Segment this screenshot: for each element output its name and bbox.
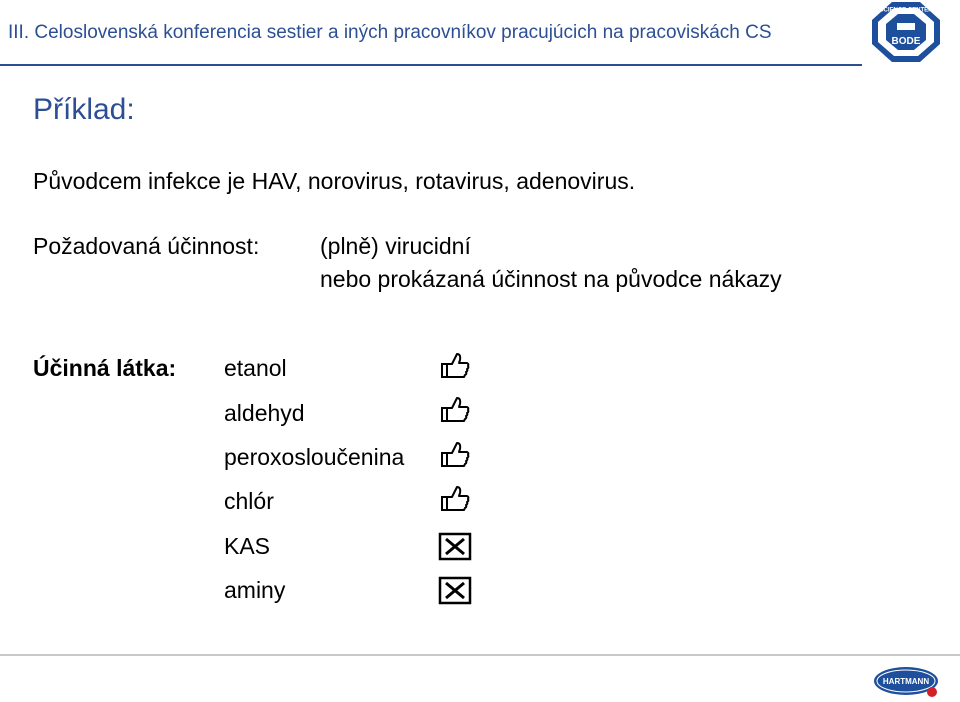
hartmann-logo: [872, 664, 944, 700]
thumbs-up-icon: [438, 394, 472, 424]
thumbs-up-icon: [438, 350, 472, 380]
x-box-icon: [438, 532, 472, 562]
required-efficacy-value-2: nebo prokázaná účinnost na původce nákazy: [320, 266, 782, 292]
svg-text:SCIENCE CENTER: SCIENCE CENTER: [879, 7, 933, 14]
svg-text:BODE: BODE: [891, 36, 921, 47]
required-efficacy-label: Požadovaná účinnost:: [33, 233, 260, 259]
agent-name: aminy: [224, 577, 286, 603]
footer-divider: [0, 654, 960, 656]
thumbs-up-icon: [438, 439, 472, 469]
header-title: III. Celoslovenská konferencia sestier a iných pracovníkov pracujúcich na pracoviskách CS: [8, 22, 772, 43]
header-divider: [0, 64, 862, 66]
agent-name: chlór: [224, 488, 274, 514]
agent-name: KAS: [224, 533, 271, 559]
x-box-icon: [438, 576, 472, 606]
bode-science-center-logo: [870, 0, 942, 64]
svg-text:HARTMANN: HARTMANN: [882, 677, 930, 686]
agent-name: etanol: [224, 355, 287, 381]
agent-name: peroxosloučenina: [224, 444, 405, 470]
required-efficacy-value-1: (plně) virucidní: [320, 233, 471, 259]
agent-name: aldehyd: [224, 400, 305, 426]
pathogen-line: Původcem infekce je HAV, norovirus, rotavirus, adenovirus.: [33, 168, 636, 194]
slide-heading: Příklad:: [33, 93, 135, 126]
active-substance-label: Účinná látka:: [33, 355, 177, 381]
thumbs-up-icon: [438, 483, 472, 513]
